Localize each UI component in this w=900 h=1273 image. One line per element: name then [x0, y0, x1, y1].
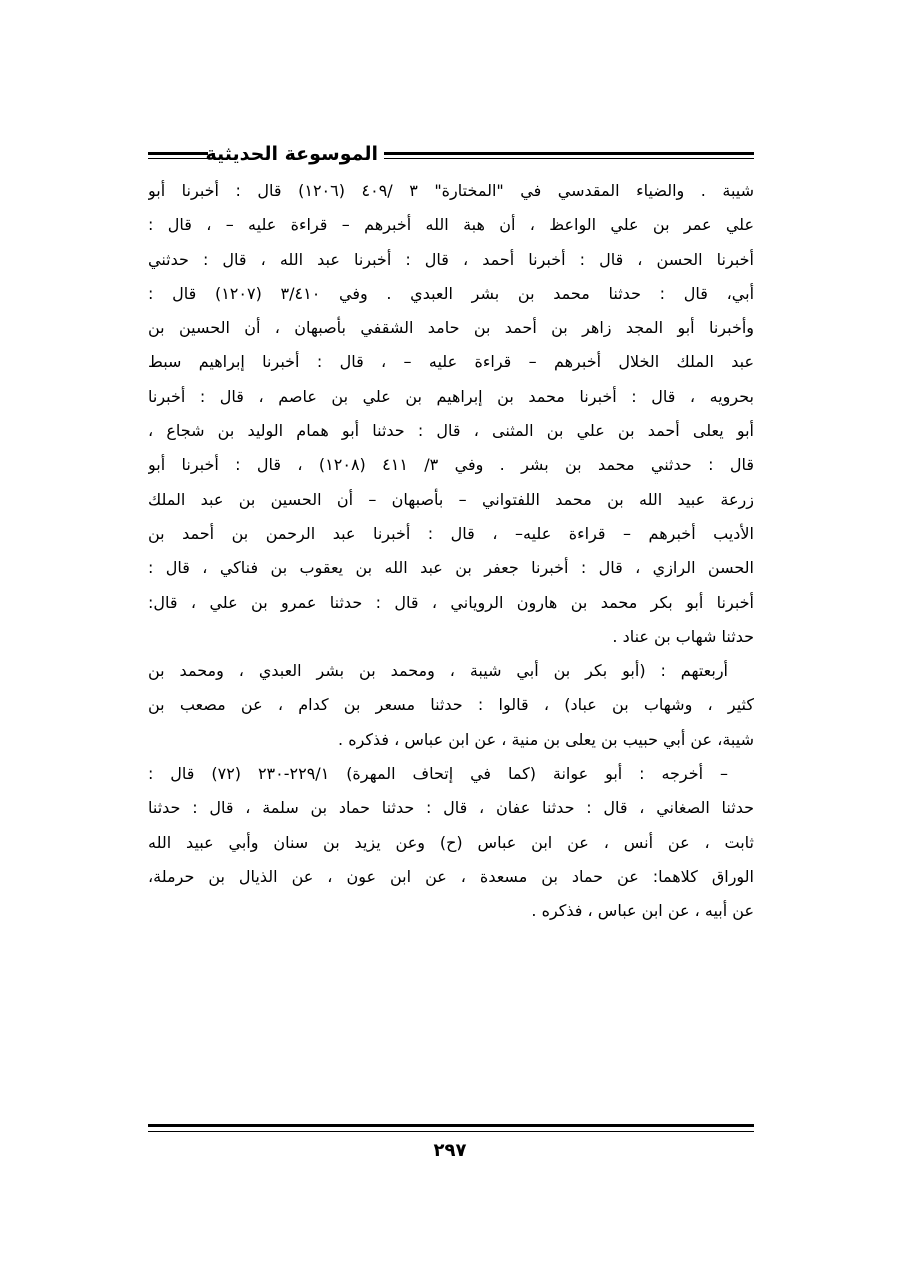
- text-line: شيبة، عن أبي حبيب بن يعلى بن منية ، عن ابن عباس ، فذكره .: [338, 729, 754, 749]
- text-line: أبو يعلى أحمد بن علي بن المثنى ، قال : حدثنا أبو همام الوليد بن شجاع ،: [148, 421, 754, 441]
- page-number: ٢٩٧: [433, 1140, 467, 1161]
- text-line: الحسن الرازي ، قال : أخبرنا جعفر بن عبد الله بن يعقوب بن فناكي ، قال :: [148, 558, 754, 578]
- text-line: أبي، قال : حدثنا محمد بن بشر العبدي . وفي ٣/٤١٠ (١٢٠٧) قال :: [148, 283, 754, 303]
- header-rule-left: [148, 152, 208, 159]
- text-line: أخبرنا الحسن ، قال : أخبرنا أحمد ، قال : أخبرنا عبد الله ، قال : حدثني: [148, 249, 754, 269]
- text-line: أخبرنا أبو بكر محمد بن هارون الروياني ، قال : حدثنا عمرو بن علي ، قال:: [148, 592, 754, 612]
- footer-rule: [148, 1124, 754, 1132]
- text-line: ثابت ، عن أنس ، عن ابن عباس (ح) وعن يزيد بن سنان وأبي عبيد الله: [148, 832, 754, 852]
- text-line: – أخرجه : أبو عوانة (كما في إتحاف المهرة) ٢٢٩/١-٢٣٠ (٧٢) قال :: [148, 764, 729, 784]
- text-line: عن أبيه ، عن ابن عباس ، فذكره .: [531, 901, 754, 921]
- text-line: علي عمر بن علي الواعظ ، أن هبة الله أخبرهم – قراءة عليه – ، قال :: [148, 215, 754, 235]
- text-line: الوراق كلاهما: عن حماد بن مسعدة ، عن ابن عون ، عن الذيال بن حرملة،: [148, 866, 754, 886]
- text-line: بحرويه ، قال : أخبرنا محمد بن إبراهيم بن علي بن عاصم ، قال : أخبرنا: [148, 386, 754, 406]
- text-line: الأديب أخبرهم – قراءة عليه– ، قال : أخبرنا عبد الرحمن بن أحمد بن: [148, 523, 754, 543]
- text-line: زرعة عبيد الله بن محمد اللفتواني – بأصبهان – أن الحسين بن عبد الملك: [148, 489, 754, 509]
- header-rule-right: [384, 152, 754, 159]
- text-line: كثير ، وشهاب بن عباد) ، قالوا : حدثنا مسعر بن كدام ، عن مصعب بن: [148, 695, 754, 715]
- text-line: حدثنا شهاب بن عناد .: [612, 626, 754, 646]
- text-line: شيبة . والضياء المقدسي في "المختارة" ٣ /٤٠٩ (١٢٠٦) قال : أخبرنا أبو: [148, 181, 754, 200]
- page-body: [148, 174, 754, 929]
- header-title: الموسوعة الحديثية: [205, 143, 378, 165]
- text-line: وأخبرنا أبو المجد زاهر بن أحمد بن حامد الشقفي بأصبهان ، أن الحسين بن: [148, 318, 754, 338]
- running-header: [148, 138, 754, 178]
- text-line: عبد الملك الخلال أخبرهم – قراءة عليه – ، قال : أخبرنا إبراهيم سبط: [148, 352, 754, 372]
- text-line: حدثنا الصغاني ، قال : حدثنا عفان ، قال : حدثنا حماد بن سلمة ، قال : حدثنا: [148, 798, 754, 818]
- text-line: أربعتهم : (أبو بكر بن أبي شيبة ، ومحمد بن بشر العبدي ، ومحمد بن: [148, 661, 728, 681]
- text-line: قال : حدثني محمد بن بشر . وفي ٣/ ٤١١ (١٢٠٨) ، قال : أخبرنا أبو: [148, 455, 754, 475]
